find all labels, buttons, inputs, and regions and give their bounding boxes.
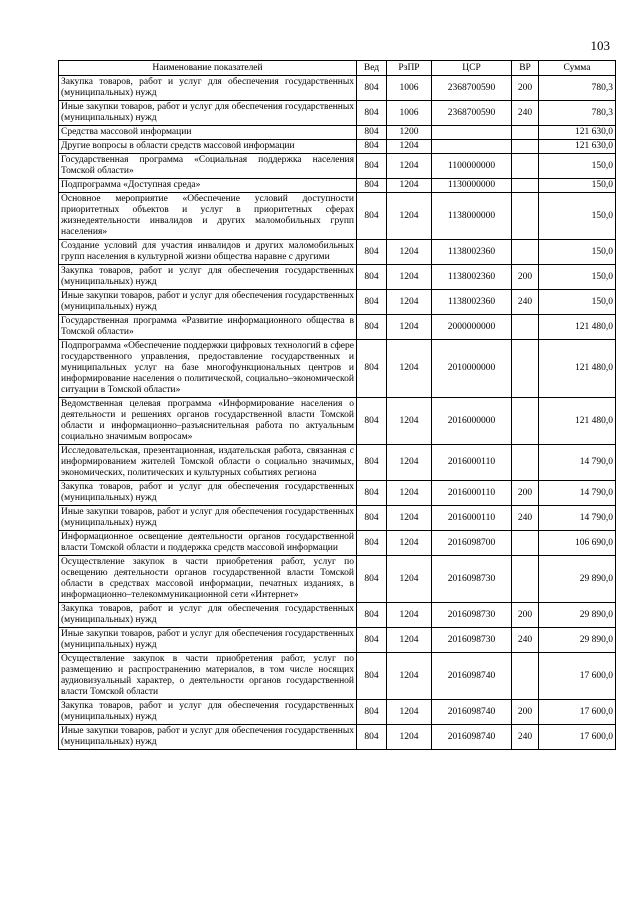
cell-rzpr: 1204 [387, 140, 432, 154]
cell-sum: 150,0 [539, 240, 616, 265]
cell-ved: 804 [357, 154, 387, 179]
cell-name: Ведомственная целевая программа «Информирование населения о деятельности и решениях органов государственной власти Томской области и информационно–разъяснительная работа по актуальным социально значимым вопросам» [59, 398, 357, 445]
cell-sum: 121 480,0 [539, 398, 616, 445]
cell-sum: 17 600,0 [539, 700, 616, 725]
cell-vr: 240 [512, 628, 539, 653]
table-row [59, 506, 616, 531]
cell-sum: 121 480,0 [539, 340, 616, 398]
cell-vr [512, 445, 539, 481]
cell-csr: 1138002360 [432, 265, 512, 290]
cell-sum: 106 690,0 [539, 531, 616, 556]
cell-vr [512, 240, 539, 265]
cell-rzpr: 1204 [387, 700, 432, 725]
cell-rzpr: 1204 [387, 340, 432, 398]
cell-vr: 240 [512, 725, 539, 750]
table-row [59, 240, 616, 265]
cell-rzpr: 1204 [387, 445, 432, 481]
table-row [59, 556, 616, 603]
cell-ved: 804 [357, 240, 387, 265]
cell-name: Иные закупки товаров, работ и услуг для обеспечения государственных (муниципальных) нужд [59, 628, 357, 653]
cell-csr: 2016000110 [432, 445, 512, 481]
cell-csr: 2368700590 [432, 101, 512, 126]
table-row [59, 126, 616, 140]
cell-rzpr: 1204 [387, 154, 432, 179]
cell-name: Иные закупки товаров, работ и услуг для обеспечения государственных (муниципальных) нужд [59, 290, 357, 315]
cell-ved: 804 [357, 290, 387, 315]
header-csr: ЦСР [432, 61, 512, 76]
cell-csr: 2016098740 [432, 725, 512, 750]
cell-name: Создание условий для участия инвалидов и других маломобильных групп населения в культурной жизни общества наравне с другими [59, 240, 357, 265]
table-row [59, 603, 616, 628]
cell-sum: 14 790,0 [539, 481, 616, 506]
cell-name: Иные закупки товаров, работ и услуг для обеспечения государственных (муниципальных) нужд [59, 725, 357, 750]
cell-vr [512, 179, 539, 193]
cell-ved: 804 [357, 315, 387, 340]
cell-rzpr: 1204 [387, 556, 432, 603]
cell-csr: 2016000000 [432, 398, 512, 445]
cell-ved: 804 [357, 725, 387, 750]
cell-name: Иные закупки товаров, работ и услуг для обеспечения государственных (муниципальных) нужд [59, 506, 357, 531]
cell-name: Основное мероприятие «Обеспечение условий доступности приоритетных объектов и услуг в приоритетных сферах жизнедеятельности инвалидов и других маломобильных групп населения» [59, 193, 357, 240]
cell-name: Осуществление закупок в части приобретения работ, услуг по освещению деятельности органов государственной власти Томской области в средствах массовой информации, печатных изданиях, в информационно–телекоммуникационной сети «Интернет» [59, 556, 357, 603]
cell-name: Закупка товаров, работ и услуг для обеспечения государственных (муниципальных) нужд [59, 481, 357, 506]
cell-csr: 2016098740 [432, 700, 512, 725]
table-row [59, 628, 616, 653]
cell-ved: 804 [357, 265, 387, 290]
cell-sum: 14 790,0 [539, 506, 616, 531]
cell-name: Средства массовой информации [59, 126, 357, 140]
table-row [59, 398, 616, 445]
header-sum: Сумма [539, 61, 616, 76]
cell-vr: 200 [512, 603, 539, 628]
cell-vr [512, 556, 539, 603]
table-row [59, 76, 616, 101]
cell-sum: 29 890,0 [539, 628, 616, 653]
cell-name: Подпрограмма «Доступная среда» [59, 179, 357, 193]
cell-rzpr: 1204 [387, 398, 432, 445]
table-row [59, 154, 616, 179]
cell-ved: 804 [357, 506, 387, 531]
cell-csr: 2016098740 [432, 653, 512, 700]
cell-sum: 29 890,0 [539, 603, 616, 628]
cell-name: Закупка товаров, работ и услуг для обеспечения государственных (муниципальных) нужд [59, 76, 357, 101]
table-row [59, 653, 616, 700]
cell-ved: 804 [357, 76, 387, 101]
cell-name: Исследовательская, презентационная, издательская работа, связанная с информированием жителей Томской области о социально значимых, экономических, политических и культурных событиях региона [59, 445, 357, 481]
cell-csr: 2000000000 [432, 315, 512, 340]
cell-vr [512, 398, 539, 445]
budget-table [58, 60, 616, 750]
table-row [59, 101, 616, 126]
cell-csr: 1138002360 [432, 290, 512, 315]
cell-ved: 804 [357, 653, 387, 700]
cell-ved: 804 [357, 556, 387, 603]
cell-rzpr: 1006 [387, 101, 432, 126]
cell-vr [512, 126, 539, 140]
cell-ved: 804 [357, 531, 387, 556]
cell-rzpr: 1204 [387, 603, 432, 628]
table-row [59, 481, 616, 506]
cell-vr: 240 [512, 101, 539, 126]
cell-vr [512, 315, 539, 340]
cell-csr: 2368700590 [432, 76, 512, 101]
cell-csr: 2016098700 [432, 531, 512, 556]
table-row [59, 725, 616, 750]
cell-name: Информационное освещение деятельности органов государственной власти Томской области и поддержка средств массовой информации [59, 531, 357, 556]
cell-vr [512, 340, 539, 398]
cell-rzpr: 1006 [387, 76, 432, 101]
cell-sum: 29 890,0 [539, 556, 616, 603]
cell-vr [512, 531, 539, 556]
cell-name: Иные закупки товаров, работ и услуг для обеспечения государственных (муниципальных) нужд [59, 101, 357, 126]
cell-sum: 17 600,0 [539, 725, 616, 750]
table-row [59, 265, 616, 290]
header-rzpr: РзПР [387, 61, 432, 76]
table-header-row [59, 61, 616, 76]
cell-sum: 780,3 [539, 101, 616, 126]
cell-ved: 804 [357, 179, 387, 193]
cell-vr [512, 193, 539, 240]
cell-rzpr: 1204 [387, 240, 432, 265]
cell-ved: 804 [357, 445, 387, 481]
cell-ved: 804 [357, 101, 387, 126]
header-ved: Вед [357, 61, 387, 76]
cell-sum: 150,0 [539, 179, 616, 193]
cell-sum: 121 630,0 [539, 126, 616, 140]
cell-vr: 240 [512, 290, 539, 315]
cell-rzpr: 1204 [387, 531, 432, 556]
cell-rzpr: 1204 [387, 506, 432, 531]
header-vr: ВР [512, 61, 539, 76]
table-row [59, 315, 616, 340]
cell-sum: 14 790,0 [539, 445, 616, 481]
table-row [59, 140, 616, 154]
cell-sum: 121 480,0 [539, 315, 616, 340]
cell-rzpr: 1204 [387, 290, 432, 315]
cell-name: Другие вопросы в области средств массовой информации [59, 140, 357, 154]
cell-csr: 1100000000 [432, 154, 512, 179]
cell-vr [512, 140, 539, 154]
cell-vr [512, 154, 539, 179]
table-row [59, 445, 616, 481]
cell-name: Закупка товаров, работ и услуг для обеспечения государственных (муниципальных) нужд [59, 603, 357, 628]
cell-name: Государственная программа «Развитие информационного общества в Томской области» [59, 315, 357, 340]
table-row [59, 179, 616, 193]
cell-ved: 804 [357, 628, 387, 653]
header-name: Наименование показателей [59, 61, 357, 76]
cell-rzpr: 1200 [387, 126, 432, 140]
table-body [59, 76, 616, 750]
cell-csr: 2016098730 [432, 603, 512, 628]
cell-vr: 200 [512, 76, 539, 101]
cell-rzpr: 1204 [387, 653, 432, 700]
cell-ved: 804 [357, 140, 387, 154]
cell-csr [432, 140, 512, 154]
cell-csr: 1138000000 [432, 193, 512, 240]
page-number: 103 [590, 38, 610, 53]
cell-vr [512, 653, 539, 700]
cell-name: Закупка товаров, работ и услуг для обеспечения государственных (муниципальных) нужд [59, 700, 357, 725]
cell-rzpr: 1204 [387, 481, 432, 506]
cell-ved: 804 [357, 603, 387, 628]
cell-rzpr: 1204 [387, 193, 432, 240]
cell-name: Государственная программа «Социальная поддержка населения Томской области» [59, 154, 357, 179]
table-row [59, 290, 616, 315]
cell-sum: 17 600,0 [539, 653, 616, 700]
cell-csr: 2016000110 [432, 506, 512, 531]
cell-vr: 240 [512, 506, 539, 531]
cell-sum: 150,0 [539, 193, 616, 240]
cell-csr: 2016000110 [432, 481, 512, 506]
cell-rzpr: 1204 [387, 179, 432, 193]
cell-sum: 150,0 [539, 154, 616, 179]
cell-rzpr: 1204 [387, 628, 432, 653]
cell-sum: 150,0 [539, 290, 616, 315]
cell-csr: 1130000000 [432, 179, 512, 193]
cell-ved: 804 [357, 126, 387, 140]
cell-csr: 2016098730 [432, 628, 512, 653]
cell-csr: 2010000000 [432, 340, 512, 398]
cell-rzpr: 1204 [387, 725, 432, 750]
cell-ved: 804 [357, 481, 387, 506]
cell-sum: 780,3 [539, 76, 616, 101]
cell-name: Подпрограмма «Обеспечение поддержки цифровых технологий в сфере государственного управления, предоставление государственных и муниципальных услуг на базе многофункциональных центров и информирование населения о политической, социально–экономической ситуации в Томской области» [59, 340, 357, 398]
cell-name: Осуществление закупок в части приобретения работ, услуг по размещению и распространению материалов, в том числе носящих аудиовизуальный характер, о деятельности органов государственной власти Томской области [59, 653, 357, 700]
cell-ved: 804 [357, 398, 387, 445]
table-row [59, 531, 616, 556]
cell-name: Закупка товаров, работ и услуг для обеспечения государственных (муниципальных) нужд [59, 265, 357, 290]
table-row [59, 700, 616, 725]
cell-rzpr: 1204 [387, 315, 432, 340]
cell-csr: 2016098730 [432, 556, 512, 603]
cell-csr: 1138002360 [432, 240, 512, 265]
table-row [59, 193, 616, 240]
cell-ved: 804 [357, 340, 387, 398]
table-row [59, 340, 616, 398]
cell-sum: 150,0 [539, 265, 616, 290]
cell-ved: 804 [357, 700, 387, 725]
cell-csr [432, 126, 512, 140]
cell-sum: 121 630,0 [539, 140, 616, 154]
cell-rzpr: 1204 [387, 265, 432, 290]
cell-vr: 200 [512, 265, 539, 290]
cell-vr: 200 [512, 700, 539, 725]
cell-ved: 804 [357, 193, 387, 240]
cell-vr: 200 [512, 481, 539, 506]
